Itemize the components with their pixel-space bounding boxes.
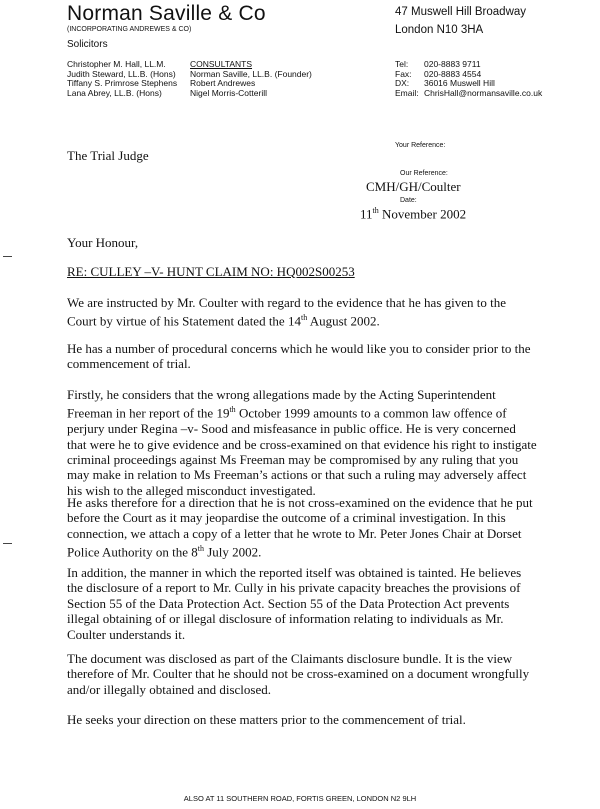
margin-mark (3, 256, 12, 257)
paragraph-1: We are instructed by Mr. Coulter with regard to the evidence that he has given to the Court by virtue of his Statement dated the 14th August 2002. (67, 295, 507, 329)
consultants-list (190, 60, 312, 98)
paragraph-3: Firstly, he considers that the wrong allegations made by the Acting Superintendent Freeman in her report of the 19th October 1999 amounts to a common law offence of perjury under Regina –v- Sood and misfeasance in public office. He is very concerned that were he to give evidence and be cross-examined on that evidence his right to instigate criminal proceedings against Ms Freeman may be compromised by any ruling that you may make in relation to Ms Freeman’s actions or that such a ruling may adversely affect his wish to the alleged misconduct investigated. (67, 387, 537, 498)
letter-date: 11th November 2002 (360, 206, 467, 222)
contact-details (395, 60, 542, 98)
firm-name: Norman Saville & Co (67, 2, 266, 25)
solicitors-label: Solicitors (67, 39, 108, 50)
contact-row-email (395, 89, 542, 99)
partners-list (67, 60, 177, 98)
contact-label: Tel: (395, 59, 409, 69)
paragraph-4: He asks therefore for a direction that he is not cross-examined on the evidence that he put before the Court as it may jeopardise the outcome of a criminal investigation. In this connection, we attach a copy of a letter that he wrote to Mr. Peter Jones Chair at Dorset Police Authority on the 8th July 2002. (67, 495, 533, 560)
partner-name: Tiffany S. Primrose Stephens (67, 78, 178, 89)
contact-value: ChrisHall@normansaville.co.uk (424, 87, 543, 98)
contact-label: DX: (395, 78, 410, 89)
contact-label: Fax: (395, 68, 412, 79)
firm-address-line1: 47 Muswell Hill Broadway (395, 6, 527, 18)
footer-address: ALSO AT 11 SOUTHERN ROAD, FORTIS GREEN, LONDON N2 9LH (183, 794, 417, 803)
margin-mark (3, 543, 12, 544)
recipient: The Trial Judge (67, 148, 149, 163)
firm-subtitle: (INCORPORATING ANDREWES & CO) (67, 26, 192, 33)
contact-value: 020-8883 4554 (424, 68, 482, 79)
contact-value: 36016 Muswell Hill (424, 78, 495, 89)
contact-value: 020-8883 9711 (424, 59, 481, 69)
consultant-name: Robert Andrewes (190, 78, 256, 89)
salutation: Your Honour, (67, 235, 139, 250)
your-reference-label: Your Reference: (395, 142, 446, 149)
paragraph-5: In addition, the manner in which the reported itself was obtained is tainted. He believes the disclosure of a report to Mr. Cully in his private capacity breaches the provisions of Section 55 of the Data Protection Act. Section 55 of the Data Protection Act prevents illegal obtaining of or illegal disclosure of information relating to individuals as Mr. Coulter understands it. (67, 565, 522, 642)
partner-name: Christopher M. Hall, LL.M. (67, 59, 166, 69)
partner-name: Judith Steward, LL.B. (Hons) (67, 68, 176, 79)
consultant-name: Nigel Morris-Cotterill (190, 87, 267, 98)
our-reference-value: CMH/GH/Coulter (366, 179, 461, 194)
firm-address-line2: London N10 3HA (395, 24, 484, 36)
partner-name: Lana Abrey, LL.B. (Hons) (67, 87, 162, 98)
subject-line: RE: CULLEY –V- HUNT CLAIM NO: HQ002S00253 (67, 264, 355, 279)
paragraph-2: He has a number of procedural concerns which he would like you to consider prior to the commencement of trial. (67, 341, 531, 372)
consultant-name: Norman Saville, LL.B. (Founder) (190, 68, 312, 79)
paragraph-6: The document was disclosed as part of the Claimants disclosure bundle. It is the view therefore of Mr. Coulter that he should not be cross-examined on a document wrongfully and/or illegally obtained and disclosed. (67, 651, 530, 697)
contact-label: Email: (395, 87, 419, 98)
our-reference-label: Our Reference: (400, 170, 448, 177)
date-label: Date: (400, 197, 417, 204)
consultants-heading: CONSULTANTS (190, 59, 253, 69)
paragraph-7: He seeks your direction on these matters prior to the commencement of trial. (67, 712, 466, 727)
